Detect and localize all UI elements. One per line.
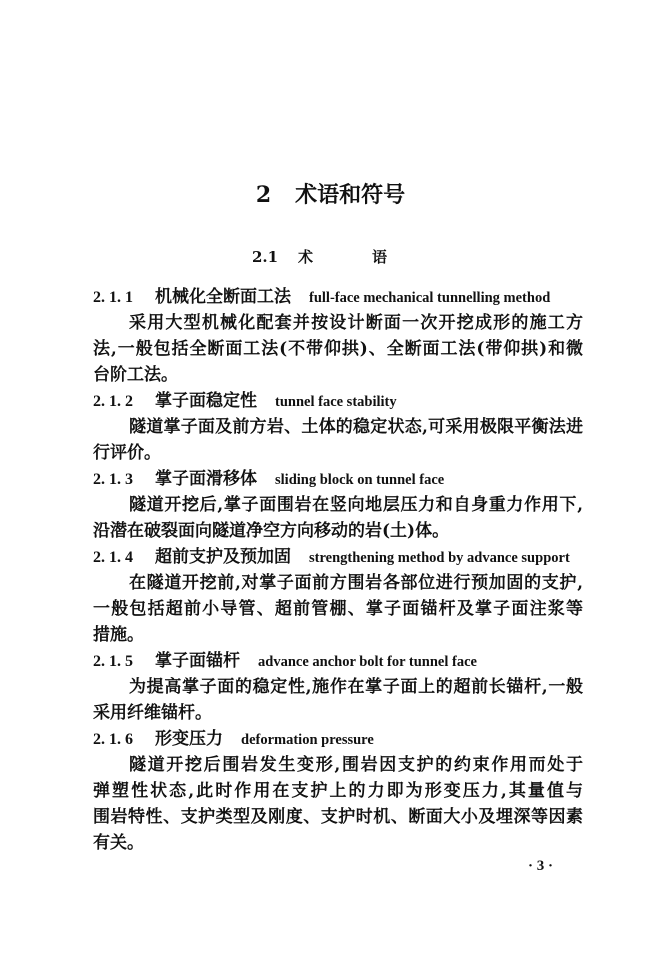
page-number: · 3 · (528, 858, 554, 874)
term-chinese: 掌子面稳定性 (155, 391, 257, 411)
term-number: 2. 1. 5 (93, 653, 133, 670)
chapter-title (0, 178, 661, 209)
term-definition-line: 有关。 (93, 833, 144, 853)
term-english: strengthening method by advance support (309, 550, 570, 566)
term-heading (93, 466, 583, 492)
term-heading (93, 284, 583, 310)
section-title: 术 语 (298, 248, 410, 266)
term-definition-line: 行评价。 (93, 443, 161, 463)
term-english: deformation pressure (241, 732, 374, 748)
term-number: 2. 1. 6 (93, 731, 133, 748)
term-english: advance anchor bolt for tunnel face (258, 654, 477, 670)
term-definition-line: 隧道开挖后,掌子面围岩在竖向地层压力和自身重力作用下, (129, 495, 583, 515)
term-english: tunnel face stability (275, 394, 397, 410)
term-definition-line: 一般包括超前小导管、超前管棚、掌子面锚杆及掌子面注浆等 (93, 599, 583, 619)
term-definition-line: 采用大型机械化配套并按设计断面一次开挖成形的施工方 (129, 313, 583, 333)
term-definition-line: 隧道开挖后围岩发生变形,围岩因支护的约束作用而处于 (129, 755, 583, 775)
term-definition-line: 台阶工法。 (93, 365, 178, 385)
term-definition-line: 在隧道开挖前,对掌子面前方围岩各部位进行预加固的支护, (129, 573, 583, 593)
term-chinese: 掌子面锚杆 (155, 651, 240, 671)
term-heading (93, 544, 583, 570)
term-english: full-face mechanical tunnelling method (309, 290, 551, 306)
term-heading (93, 388, 583, 414)
term-definition-line: 为提高掌子面的稳定性,施作在掌子面上的超前长锚杆,一般 (129, 677, 583, 697)
term-definition-line: 沿潜在破裂面向隧道净空方向移动的岩(土)体。 (93, 521, 450, 541)
term-definition-line: 隧道掌子面及前方岩、土体的稳定状态,可采用极限平衡法进 (129, 417, 583, 437)
term-chinese: 机械化全断面工法 (155, 287, 291, 307)
term-definition-line: 采用纤维锚杆。 (93, 703, 212, 723)
terms-list (93, 284, 583, 856)
chapter-title-text: 术语和符号 (295, 182, 406, 208)
term-english: sliding block on tunnel face (275, 472, 445, 488)
term-number: 2. 1. 1 (93, 289, 133, 306)
term-chinese: 掌子面滑移体 (155, 469, 257, 489)
term-number: 2. 1. 2 (93, 393, 133, 410)
term-chinese: 超前支护及预加固 (155, 547, 291, 567)
term-definition-line: 弹塑性状态,此时作用在支护上的力即为形变压力,其量值与 (93, 781, 583, 801)
term-definition-line: 围岩特性、支护类型及刚度、支护时机、断面大小及埋深等因素 (93, 807, 583, 827)
term-heading (93, 726, 583, 752)
section-number: 2.1 (251, 248, 279, 266)
term-definition-line: 措施。 (93, 625, 144, 645)
term-number: 2. 1. 4 (93, 549, 133, 566)
term-definition-line: 法,一般包括全断面工法(不带仰拱)、全断面工法(带仰拱)和微 (93, 339, 583, 359)
term-heading (93, 648, 583, 674)
section-heading (0, 246, 661, 267)
chapter-number: 2 (255, 182, 272, 208)
term-chinese: 形变压力 (155, 729, 223, 749)
term-number: 2. 1. 3 (93, 471, 133, 488)
